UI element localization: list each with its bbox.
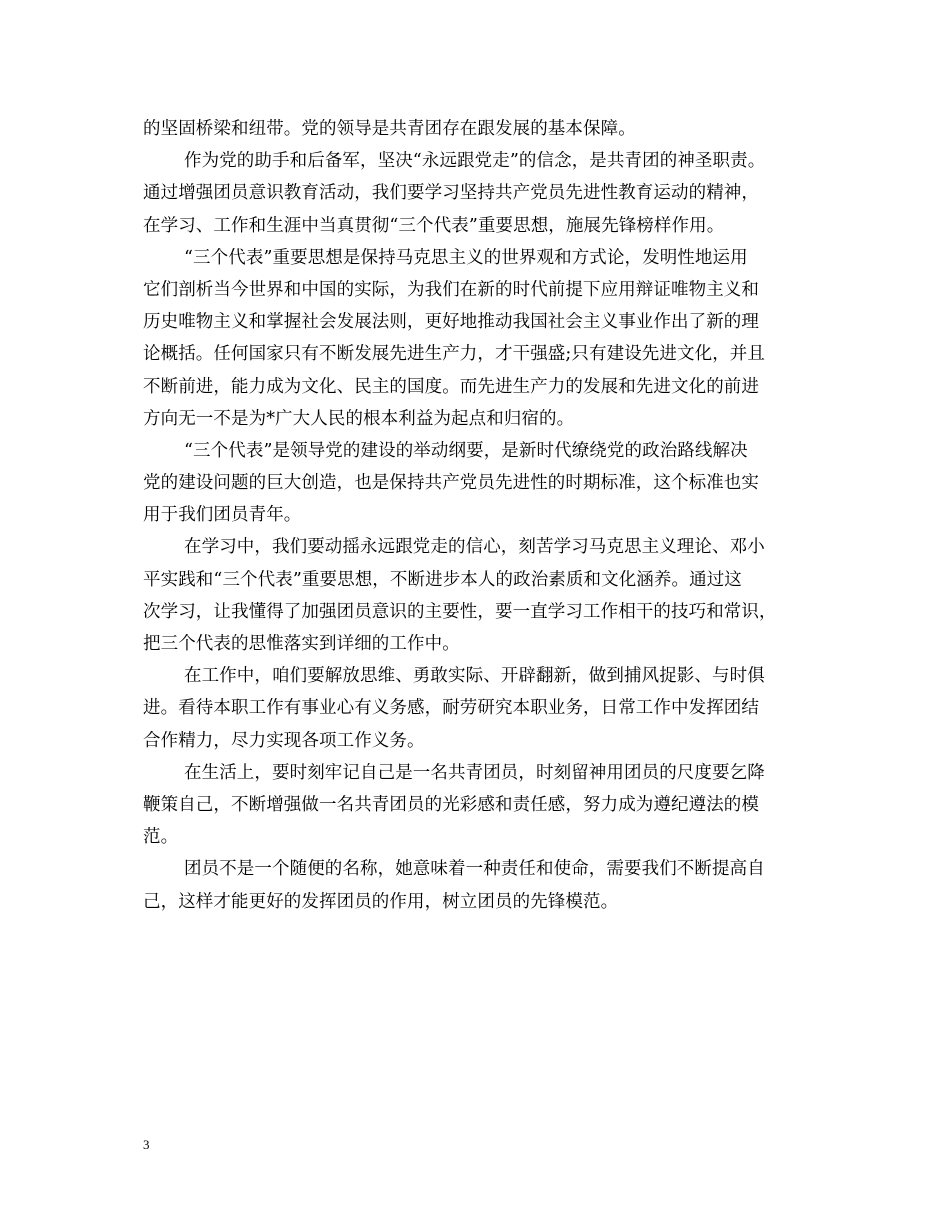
text-line: 团员不是一个随便的名称，她意味着一种责任和使命，需要我们不断提高自 — [184, 859, 765, 880]
page-number: 3 — [143, 1137, 150, 1152]
text-line: 历史唯物主义和掌握社会发展法则，更好地推动我国社会主义事业作出了新的理 — [143, 312, 759, 333]
text-line: 平实践和“三个代表”重要思想，不断进步本人的政治素质和文化涵养。通过这 — [143, 569, 742, 590]
document-body — [143, 113, 811, 918]
text-line: 把三个代表的思惟落实到详细的工作中。 — [143, 634, 460, 654]
text-line: 次学习，让我懂得了加强团员意识的主要性，要一直学习工作相干的技巧和常识， — [143, 601, 777, 622]
text-line: 它们剖析当今世界和中国的实际，为我们在新的时代前提下应用辩证唯物主义和 — [143, 279, 759, 300]
text-line: 范。 — [143, 827, 179, 848]
text-line: 不断前进，能力成为文化、民主的国度。而先进生产力的发展和先进文化的前进 — [143, 376, 759, 397]
text-line: 论概括。任何国家只有不断发展先进生产力，才干强盛;只有建设先进文化，并且 — [143, 344, 765, 365]
text-line: 鞭策自己，不断增强做一名共青团员的光彩感和责任感，努力成为遵纪遵法的模 — [143, 794, 759, 815]
text-line: 在学习中，我们要动摇永远跟党走的信心，刻苦学习马克思主义理论、邓小 — [184, 537, 765, 558]
text-line: 合作精力，尽力实现各项工作义务。 — [143, 730, 425, 751]
text-line: 在生活上，要时刻牢记自己是一名共青团员，时刻留神用团员的尺度要乞降 — [184, 762, 765, 783]
text-line: 己，这样才能更好的发挥团员的作用，树立团员的先锋模范。 — [143, 891, 619, 912]
text-line: 的坚固桥梁和纽带。党的领导是共青团存在跟发展的基本保障。 — [143, 119, 636, 139]
text-line: “三个代表”重要思想是保持马克思主义的世界观和方式论，发明性地运用 — [184, 247, 748, 268]
text-line: 进。看待本职工作有事业心有义务感，耐劳研究本职业务，日常工作中发挥团结 — [143, 698, 759, 719]
text-line: 在学习、工作和生涯中当真贯彻“三个代表”重要思想，施展先锋榜样作用。 — [143, 215, 725, 236]
text-line: 作为党的助手和后备军，坚决“永远跟党走”的信念，是共青团的神圣职责。 — [184, 151, 766, 172]
text-line: 用于我们团员青年。 — [143, 505, 302, 526]
text-line: 党的建设问题的巨大创造，也是保持共产党员先进性的时期标准，这个标准也实 — [143, 473, 759, 494]
text-line: “三个代表”是领导党的建设的举动纲要，是新时代缭绕党的政治路线解决 — [184, 440, 748, 461]
text-line: 方向无一不是为*广大人民的根本利益为起点和归宿的。 — [143, 408, 575, 429]
text-line: 通过增强团员意识教育活动，我们要学习坚持共产党员先进性教育运动的精神， — [143, 183, 759, 204]
text-line: 在工作中，咱们要解放思维、勇敢实际、开辟翻新，做到捕风捉影、与时俱 — [184, 666, 765, 687]
